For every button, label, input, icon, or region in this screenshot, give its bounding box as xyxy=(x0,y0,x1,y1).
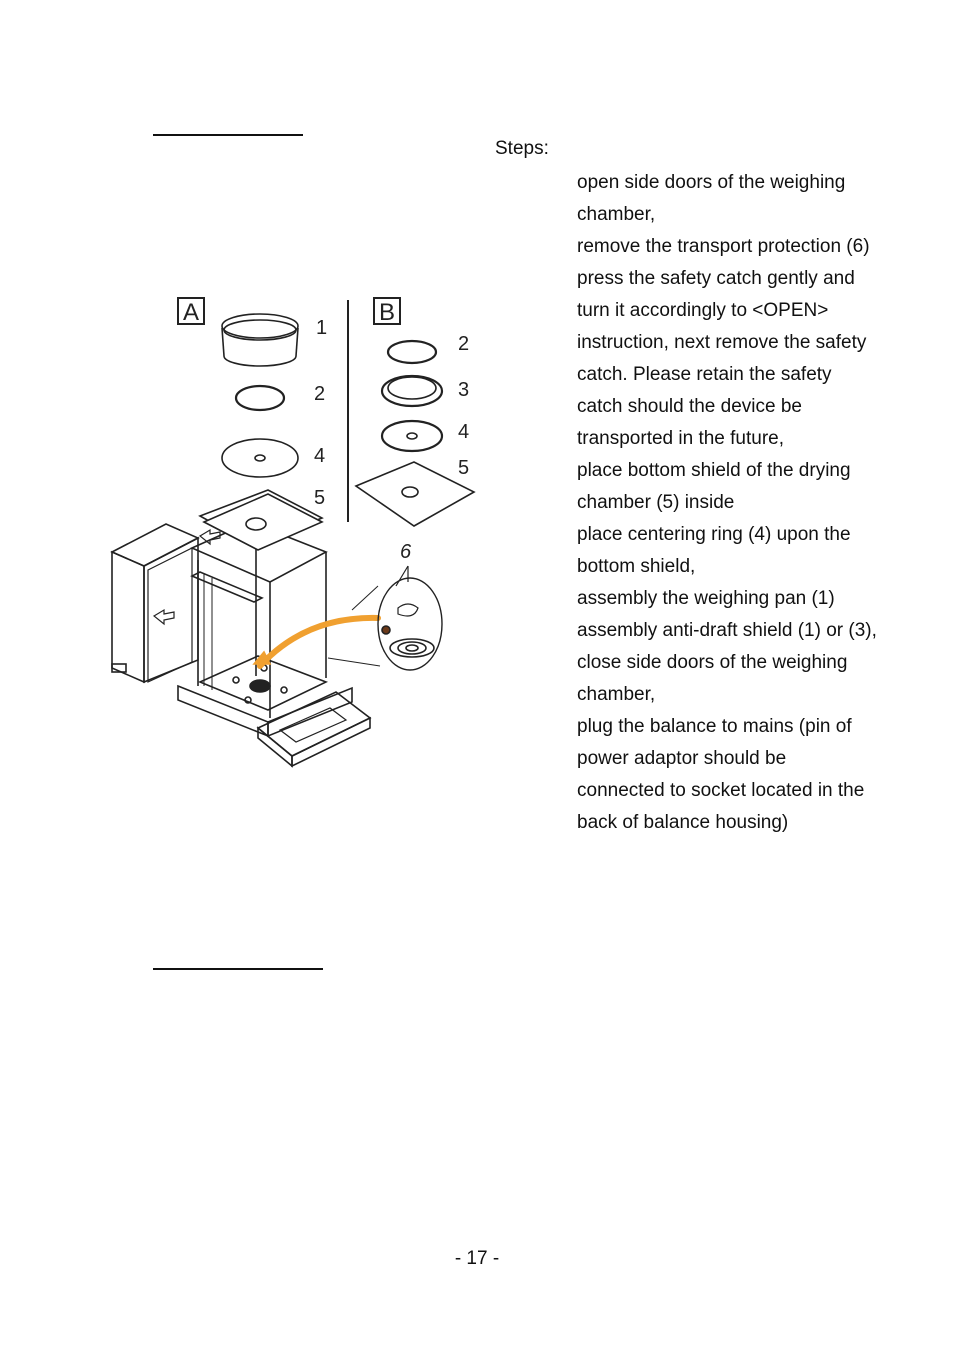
balance-assembly-figure xyxy=(108,290,478,770)
step-item: plug the balance to mains (pin of power adaptor should be connected to socket located in the back of balance housing) xyxy=(577,716,865,833)
panel-b-parts xyxy=(356,341,474,526)
orange-arrow xyxy=(260,618,378,666)
label-b-4: 4 xyxy=(458,421,470,443)
panel-b-label: B xyxy=(378,299,396,326)
label-a-5: 5 xyxy=(314,487,326,509)
label-b-3: 3 xyxy=(458,379,470,401)
balance-body xyxy=(112,522,370,766)
step-item: assembly the weighing pan (1) xyxy=(577,588,835,609)
bottom-shield-plate xyxy=(204,494,322,550)
step-item: place centering ring (4) upon the bottom shield, xyxy=(577,524,851,577)
label-a-4: 4 xyxy=(314,445,326,467)
step-item: open side doors of the weighing chamber, xyxy=(577,172,846,225)
heading-rule-bottom xyxy=(153,968,323,970)
steps-list xyxy=(577,167,877,839)
step-item: place bottom shield of the drying chamber (5) inside xyxy=(577,460,851,513)
label-a-1: 1 xyxy=(316,317,328,339)
panel-a-label: A xyxy=(182,299,200,326)
heading-rule-top xyxy=(153,134,303,136)
label-b-2: 2 xyxy=(458,333,470,355)
step-item: assembly anti-draft shield (1) or (3), xyxy=(577,620,877,641)
label-b-5: 5 xyxy=(458,457,470,479)
step-item: press the safety catch gently and turn it accordingly to <OPEN> instruction, next remove the safety catch. Please retain the safety catch should the device be transported in the future, xyxy=(577,268,867,449)
step-item: remove the transport protection (6) xyxy=(577,236,870,257)
label-a-2: 2 xyxy=(314,383,326,405)
callout-label-6: 6 xyxy=(400,541,412,563)
page-number: - 17 - xyxy=(454,1248,500,1269)
step-item: close side doors of the weighing chamber, xyxy=(577,652,848,705)
steps-label: Steps: xyxy=(495,138,549,159)
